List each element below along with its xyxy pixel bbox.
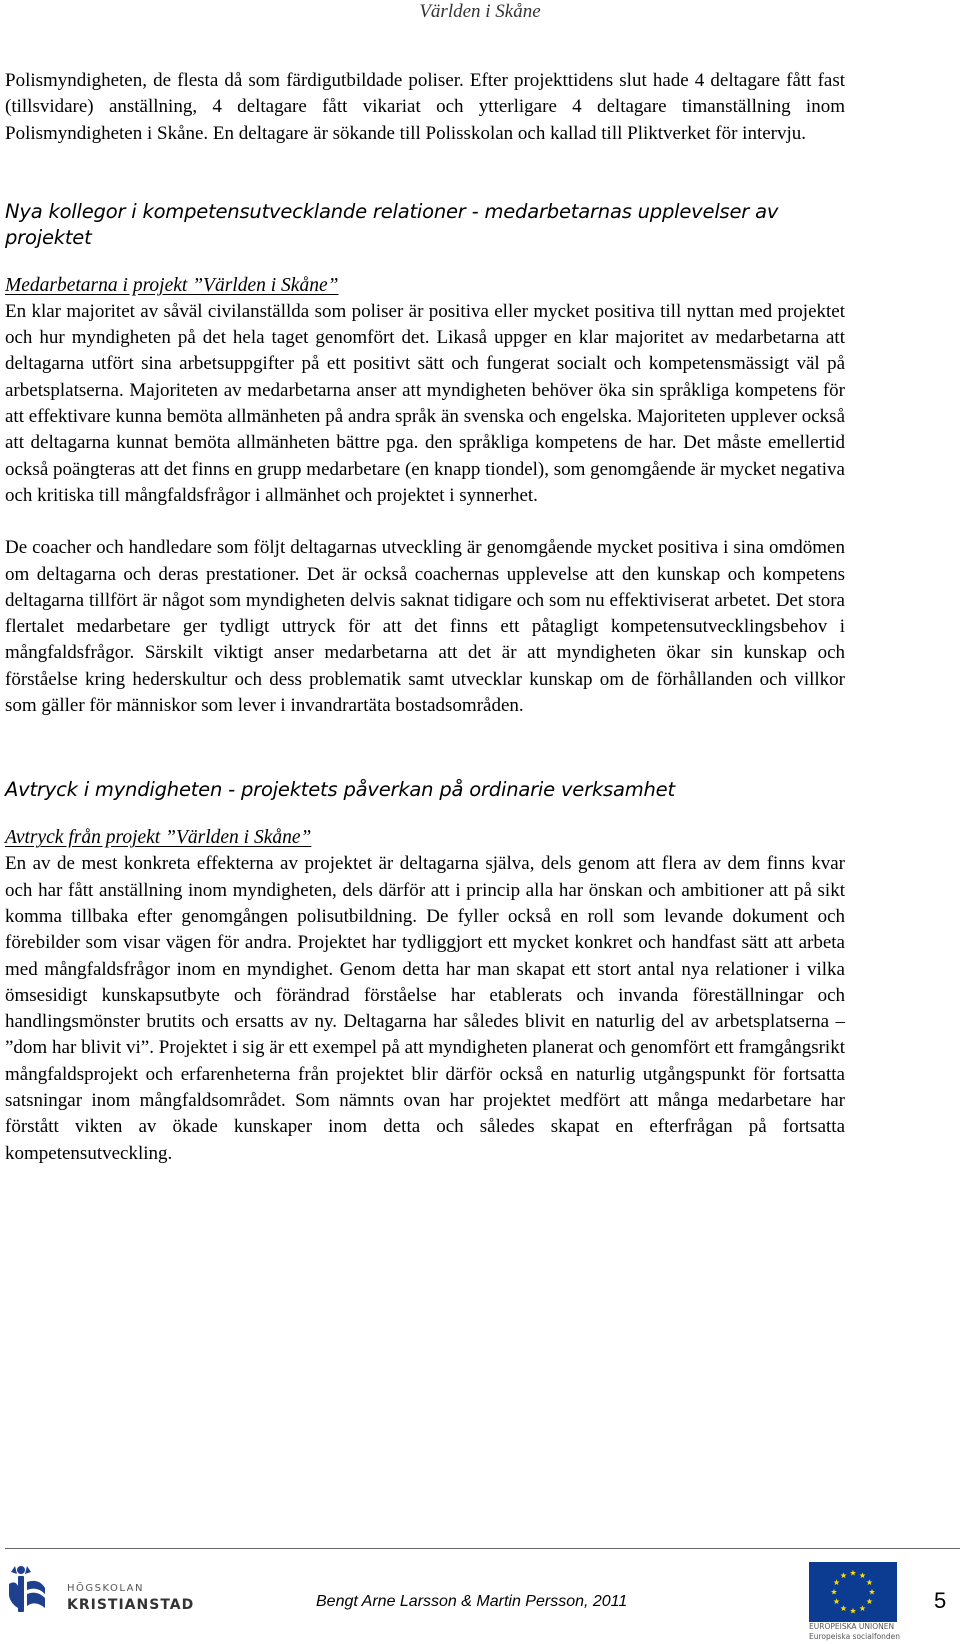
paragraph-intro: Polismyndigheten, de flesta då som färdigutbildade poliser. Efter projekttidens slut hade 4 deltagare fått fast (tillsvidare) anställning, 4 deltagare fått vikariat och ytterligare 4 deltagare timanställning inom Polismyndigheten i Skåne. En deltagare är sökande till Polisskolan och kallad till Pliktverket för intervju. xyxy=(5,70,845,144)
section-title-impact: Avtryck i myndigheten - projektets påverkan på ordinarie verksamhet xyxy=(5,778,675,802)
footer-authors: Bengt Arne Larsson & Martin Persson, 2011 xyxy=(316,1593,628,1610)
eu-flag-icon xyxy=(809,1562,897,1622)
eu-label-union: EUROPEISKA UNIONEN xyxy=(809,1622,895,1631)
logo-text-kristianstad: KRISTIANSTAD xyxy=(67,1597,195,1613)
subheading-impact: Avtryck från projekt ”Världen i Skåne” xyxy=(5,827,312,849)
footer-divider xyxy=(5,1548,960,1549)
paragraph-coaches: De coacher och handledare som följt deltagarnas utveckling är genomgående mycket positiva i sina omdömen om deltagarna och deras prestationer. Det är också coachernas upplevelse att den kunskap och kompetens deltagarna tillfört är något som myndigheten delvis saknat tidigare och som nu effektiviserat arbetet. Det stora flertalet medarbetare ger tydligt uttryck för att det finns ett påtagligt kompetensutvecklingsbehov i mångfaldsfrågor. Särskilt viktigt anser medarbetarna att det är att myndigheten ökar sin kunskap och förståelse kring hederskultur och dess problematik samt utvecklar kunskap om de förhållanden och villkor som gäller för människor som lever i invandrartäta bostadsområden. xyxy=(5,537,845,717)
document-body xyxy=(5,68,845,1167)
paragraph-staff-views: En klar majoritet av såväl civilanställda som poliser är positiva eller mycket positiva till nyttan med projektet och hur myndigheten på det hela taget genomfört det. Likaså uppger en klar majoritet av medarbetarna att deltagarna utfört sina arbetsuppgifter på ett positivt sätt och fungerat socialt och kompetensmässigt väl på arbetsplatserna. Majoriteten av medarbetarna anser att myndigheten behöver öka sin språkliga kompetens för att effektivare kunna bemöta allmänheten på andra språk än svenska och engelska. Majoriteten upplever också att deltagarna kunnat bemöta allmänheten bättre pga. den språkliga kompetens de har. Det måste emellertid också poängteras att det finns en grupp medarbetare (en knapp tiondel), som genomgående är mycket negativa och kritiska till mångfaldsfrågor i allmänhet och projektet i synnerhet. xyxy=(5,300,845,506)
logo-text-hogskolan: HÖGSKOLAN xyxy=(67,1583,144,1594)
eu-label-fund: Europeiska socialfonden xyxy=(809,1632,901,1641)
paragraph-impact: En av de mest konkreta effekterna av projektet är deltagarna själva, dels genom att flera av dem finns kvar och har fått anställning inom myndigheten, dels därför att i princip alla har önskan och ambitioner att på sikt komma tillbaka efter genomgången polisutbildning. De fyller också en roll som levande dokument och förebilder som visar vägen för andra. Projektet har tydliggjort ett mycket konkret och handfast sätt att arbeta med mångfaldsfrågor inom en myndighet. Genom detta har man skapat ett stort antal nya relationer i vilka ömsesidigt kunskapsutbyte och förändrad förståelse har etablerats och invanda föreställningar och handlingsmönster brutits och ersatts av ny. Deltagarna har således blivit en naturlig del av arbetsplatserna – ”dom har blivit vi”. Projektet i sig är ett exempel på att myndigheten planerat och genomfört ett framgångsrikt mångfaldsprojekt och erfarenheterna från projektet blir därför också en naturlig utgångspunkt för fortsatta satsningar inom mångfaldsområdet. Som nämnts ovan har projektet medfört att många medarbetare har förstått vikten av ökade kunskaper inom detta och således skapat en efterfrågan på fortsatta kompetensutveckling. xyxy=(5,853,845,1164)
hogskolan-kristianstad-logo-icon xyxy=(5,1562,195,1617)
eu-label xyxy=(809,1622,929,1642)
subheading-staff: Medarbetarna i projekt ”Världen i Skåne” xyxy=(5,274,339,296)
running-header: Världen i Skåne xyxy=(419,1,541,22)
section-title-new-colleagues: Nya kollegor i kompetensutvecklande relationer - medarbetarnas upplevelser av projektet xyxy=(5,199,779,249)
page-number: 5 xyxy=(934,1588,947,1613)
